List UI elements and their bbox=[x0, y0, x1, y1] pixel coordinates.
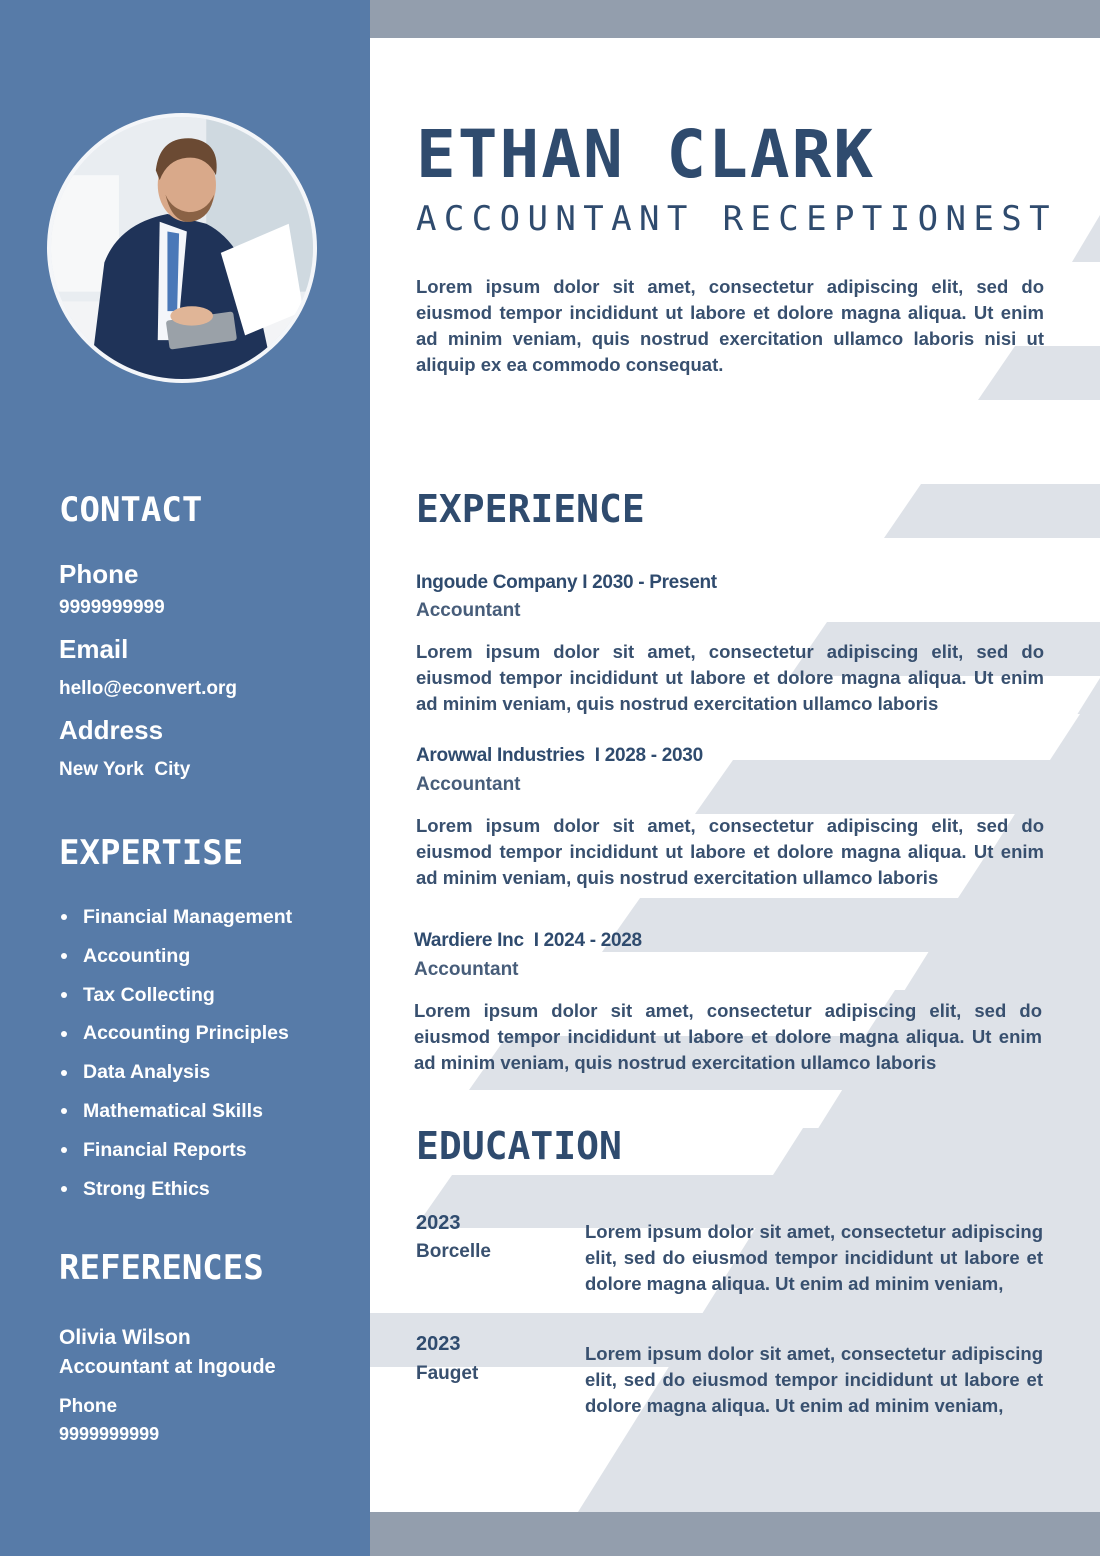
reference-phone: 9999999999 bbox=[59, 1424, 160, 1444]
expertise-item: Data Analysis bbox=[59, 1053, 292, 1092]
address-value: New York City bbox=[59, 759, 191, 780]
reference-role: Accountant at Ingoude bbox=[59, 1356, 276, 1378]
job-header: Ingoude Company I 2030 - Present bbox=[416, 572, 717, 593]
education-year: 2023 bbox=[416, 1333, 461, 1355]
candidate-title: ACCOUNTANT RECEPTIONEST bbox=[416, 199, 1058, 239]
job-description: Lorem ipsum dolor sit amet, consectetur adipiscing elit, sed do eiusmod tempor incididunt ut labore et dolore magna aliqua. Ut enim ad minim veniam, quis nostrud exercitation ullamco laboris bbox=[414, 1000, 1042, 1073]
contact-heading: CONTACT bbox=[59, 490, 203, 530]
expertise-heading: EXPERTISE bbox=[59, 833, 244, 873]
education-school: Fauget bbox=[416, 1363, 479, 1384]
email-label: Email bbox=[59, 634, 129, 664]
bullet-icon bbox=[61, 1147, 67, 1153]
references-heading: REFERENCES bbox=[59, 1248, 264, 1288]
address-label: Address bbox=[59, 715, 164, 745]
education-year: 2023 bbox=[416, 1212, 461, 1234]
avatar bbox=[47, 113, 317, 383]
education-school: Borcelle bbox=[416, 1241, 491, 1262]
job-role: Accountant bbox=[416, 774, 521, 795]
expertise-item: Financial Management bbox=[59, 898, 292, 937]
job-role: Accountant bbox=[416, 600, 521, 621]
job-header: Arowwal Industries I 2028 - 2030 bbox=[416, 745, 703, 766]
expertise-item: Mathematical Skills bbox=[59, 1092, 292, 1131]
profile-photo bbox=[51, 117, 313, 379]
expertise-item: Accounting Principles bbox=[59, 1014, 292, 1053]
bullet-icon bbox=[61, 992, 67, 998]
phone-value: 9999999999 bbox=[59, 597, 165, 618]
bullet-icon bbox=[61, 1070, 67, 1076]
expertise-item: Tax Collecting bbox=[59, 976, 292, 1015]
sidebar bbox=[0, 0, 370, 1556]
profile-summary: Lorem ipsum dolor sit amet, consectetur adipiscing elit, sed do eiusmod tempor incididunt ut labore et dolore magna aliqua. Ut enim ad minim veniam, quis nostrud exercitation ullamco laboris nisi ut aliquip ex ea commodo consequat. bbox=[416, 276, 1044, 375]
expertise-item: Financial Reports bbox=[59, 1131, 292, 1170]
expertise-item: Strong Ethics bbox=[59, 1170, 292, 1209]
bullet-icon bbox=[61, 1108, 67, 1114]
reference-name: Olivia Wilson bbox=[59, 1326, 191, 1349]
job-description: Lorem ipsum dolor sit amet, consectetur adipiscing elit, sed do eiusmod tempor incididunt ut labore et dolore magna aliqua. Ut enim ad minim veniam, quis nostrud exercitation ullamco laboris bbox=[416, 815, 1044, 888]
phone-label: Phone bbox=[59, 559, 139, 589]
expertise-item: Accounting bbox=[59, 937, 292, 976]
education-description: Lorem ipsum dolor sit amet, consectetur adipiscing elit, sed do eiusmod tempor incididunt ut labore et dolore magna aliqua. Ut enim ad minim veniam, bbox=[585, 1343, 1043, 1416]
job-description: Lorem ipsum dolor sit amet, consectetur adipiscing elit, sed do eiusmod tempor incididunt ut labore et dolore magna aliqua. Ut enim ad minim veniam, quis nostrud exercitation ullamco laboris bbox=[416, 641, 1044, 714]
bullet-icon bbox=[61, 914, 67, 920]
email-value[interactable]: hello@econvert.org bbox=[59, 678, 237, 699]
education-heading: EDUCATION bbox=[416, 1124, 622, 1168]
job-role: Accountant bbox=[414, 959, 519, 980]
job-header: Wardiere Inc I 2024 - 2028 bbox=[414, 930, 642, 951]
experience-heading: EXPERIENCE bbox=[416, 487, 645, 531]
bullet-icon bbox=[61, 1186, 67, 1192]
bullet-icon bbox=[61, 1031, 67, 1037]
candidate-name: ETHAN CLARK bbox=[416, 116, 876, 193]
education-description: Lorem ipsum dolor sit amet, consectetur adipiscing elit, sed do eiusmod tempor incididunt ut labore et dolore magna aliqua. Ut enim ad minim veniam, bbox=[585, 1221, 1043, 1294]
bullet-icon bbox=[61, 953, 67, 959]
main-content bbox=[370, 0, 1100, 1556]
expertise-list bbox=[59, 898, 292, 1208]
reference-phone-label: Phone bbox=[59, 1396, 118, 1417]
